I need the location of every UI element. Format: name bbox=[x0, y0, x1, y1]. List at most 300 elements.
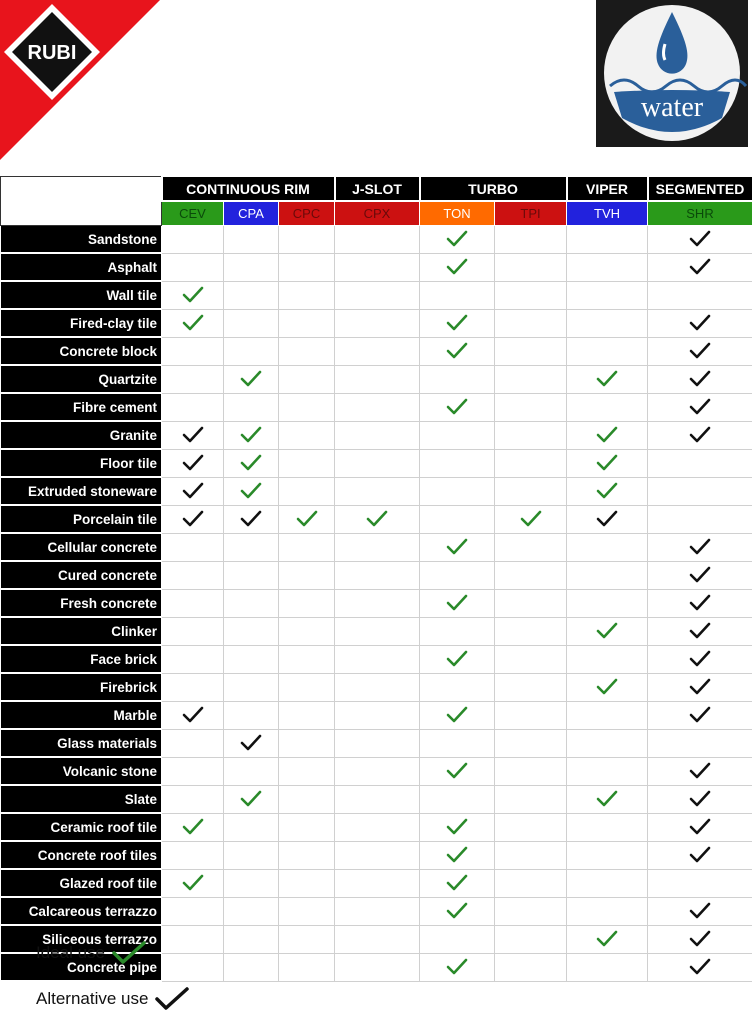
table-cell bbox=[279, 701, 335, 729]
blade-code: CEV bbox=[162, 201, 224, 226]
table-cell bbox=[162, 337, 224, 365]
table-cell bbox=[420, 869, 495, 897]
table-cell bbox=[648, 925, 752, 953]
table-cell bbox=[648, 785, 752, 813]
table-cell bbox=[224, 757, 279, 785]
table-cell bbox=[224, 869, 279, 897]
table-cell bbox=[279, 813, 335, 841]
ideal-check-icon bbox=[596, 930, 618, 948]
ideal-check-icon bbox=[446, 594, 468, 612]
table-row bbox=[1, 281, 752, 309]
table-row bbox=[1, 226, 752, 254]
table-cell bbox=[648, 337, 752, 365]
alternative-check-icon bbox=[689, 930, 711, 948]
table-cell bbox=[567, 309, 648, 337]
ideal-check-icon bbox=[446, 342, 468, 360]
table-cell bbox=[567, 337, 648, 365]
table-cell bbox=[162, 505, 224, 533]
alternative-check-icon bbox=[689, 958, 711, 976]
table-row bbox=[1, 309, 752, 337]
ideal-check-icon bbox=[446, 818, 468, 836]
blade-code: TPI bbox=[495, 201, 567, 226]
table-cell bbox=[420, 589, 495, 617]
table-cell bbox=[420, 421, 495, 449]
table-cell bbox=[420, 337, 495, 365]
table-cell bbox=[224, 226, 279, 254]
ideal-check-icon bbox=[446, 398, 468, 416]
table-cell bbox=[162, 953, 224, 981]
table-cell bbox=[648, 841, 752, 869]
table-cell bbox=[335, 505, 420, 533]
ideal-check-icon bbox=[366, 510, 388, 528]
table-cell bbox=[567, 925, 648, 953]
table-cell bbox=[335, 869, 420, 897]
table-cell bbox=[335, 226, 420, 254]
table-cell bbox=[495, 281, 567, 309]
table-row bbox=[1, 337, 752, 365]
table-cell bbox=[335, 421, 420, 449]
table-cell bbox=[335, 841, 420, 869]
material-label: Calcareous terrazzo bbox=[1, 897, 162, 925]
table-cell bbox=[279, 757, 335, 785]
table-cell bbox=[420, 897, 495, 925]
table-cell bbox=[162, 785, 224, 813]
table-cell bbox=[567, 281, 648, 309]
ideal-check-icon bbox=[240, 426, 262, 444]
table-cell bbox=[279, 505, 335, 533]
table-cell bbox=[335, 617, 420, 645]
alternative-check-icon bbox=[689, 818, 711, 836]
table-cell bbox=[279, 841, 335, 869]
table-cell bbox=[224, 645, 279, 673]
table-cell bbox=[224, 701, 279, 729]
ideal-check-icon bbox=[446, 258, 468, 276]
table-cell bbox=[420, 281, 495, 309]
material-label: Ceramic roof tile bbox=[1, 813, 162, 841]
table-cell bbox=[648, 449, 752, 477]
table-cell bbox=[495, 421, 567, 449]
table-cell bbox=[279, 645, 335, 673]
table-cell bbox=[495, 533, 567, 561]
ideal-check-icon bbox=[240, 790, 262, 808]
table-cell bbox=[648, 533, 752, 561]
table-cell bbox=[495, 953, 567, 981]
table-cell bbox=[567, 813, 648, 841]
alternative-check-icon bbox=[182, 426, 204, 444]
table-cell bbox=[567, 869, 648, 897]
table-cell bbox=[420, 477, 495, 505]
material-label: Concrete pipe bbox=[1, 953, 162, 981]
alternative-check-icon bbox=[240, 510, 262, 528]
svg-text:RUBI: RUBI bbox=[27, 42, 77, 64]
material-label: Concrete roof tiles bbox=[1, 841, 162, 869]
table-cell bbox=[648, 365, 752, 393]
blade-code: SHR bbox=[648, 201, 752, 226]
alternative-check-icon bbox=[182, 706, 204, 724]
alternative-check-icon bbox=[240, 734, 262, 752]
legend-ideal bbox=[36, 940, 147, 966]
table-cell bbox=[567, 729, 648, 757]
table-cell bbox=[224, 337, 279, 365]
table-cell bbox=[335, 589, 420, 617]
water-logo bbox=[596, 0, 748, 147]
table-cell bbox=[162, 841, 224, 869]
table-cell bbox=[162, 925, 224, 953]
table-cell bbox=[279, 561, 335, 589]
table-cell bbox=[495, 337, 567, 365]
ideal-check-icon bbox=[446, 706, 468, 724]
table-cell bbox=[224, 421, 279, 449]
table-cell bbox=[162, 421, 224, 449]
table-cell bbox=[279, 253, 335, 281]
table-cell bbox=[335, 365, 420, 393]
table-cell bbox=[495, 729, 567, 757]
table-cell bbox=[567, 841, 648, 869]
alternative-check-icon bbox=[689, 790, 711, 808]
table-row bbox=[1, 645, 752, 673]
table-cell bbox=[495, 869, 567, 897]
table-cell bbox=[224, 365, 279, 393]
table-cell bbox=[648, 617, 752, 645]
table-cell bbox=[567, 533, 648, 561]
alternative-check-icon bbox=[154, 986, 190, 1012]
table-cell bbox=[162, 729, 224, 757]
ideal-check-icon bbox=[446, 314, 468, 332]
table-cell bbox=[648, 561, 752, 589]
table-row bbox=[1, 505, 752, 533]
table-cell bbox=[279, 309, 335, 337]
table-row bbox=[1, 421, 752, 449]
table-cell bbox=[495, 925, 567, 953]
table-cell bbox=[162, 701, 224, 729]
alternative-check-icon bbox=[689, 230, 711, 248]
table-cell bbox=[224, 561, 279, 589]
group-header-row bbox=[1, 176, 752, 201]
table-cell bbox=[162, 281, 224, 309]
blade-code: TVH bbox=[567, 201, 648, 226]
table-cell bbox=[567, 449, 648, 477]
table-cell bbox=[567, 393, 648, 421]
table-cell bbox=[648, 757, 752, 785]
material-label: Marble bbox=[1, 701, 162, 729]
material-label: Quartzite bbox=[1, 365, 162, 393]
table-cell bbox=[567, 477, 648, 505]
table-cell bbox=[495, 813, 567, 841]
table-cell bbox=[420, 505, 495, 533]
table-cell bbox=[648, 477, 752, 505]
alternative-check-icon bbox=[689, 622, 711, 640]
table-cell bbox=[335, 393, 420, 421]
ideal-check-icon bbox=[446, 230, 468, 248]
table-row bbox=[1, 813, 752, 841]
alternative-check-icon bbox=[689, 846, 711, 864]
table-row bbox=[1, 533, 752, 561]
table-cell bbox=[420, 953, 495, 981]
material-label: Floor tile bbox=[1, 449, 162, 477]
ideal-check-icon bbox=[182, 818, 204, 836]
table-cell bbox=[224, 785, 279, 813]
material-label: Porcelain tile bbox=[1, 505, 162, 533]
table-cell bbox=[279, 365, 335, 393]
group-header: CONTINUOUS RIM bbox=[162, 176, 335, 201]
alternative-check-icon bbox=[689, 902, 711, 920]
table-cell bbox=[224, 533, 279, 561]
material-label: Face brick bbox=[1, 645, 162, 673]
material-label: Cellular concrete bbox=[1, 533, 162, 561]
material-label: Clinker bbox=[1, 617, 162, 645]
table-cell bbox=[335, 729, 420, 757]
table-row bbox=[1, 253, 752, 281]
table-cell bbox=[648, 729, 752, 757]
table-cell bbox=[648, 505, 752, 533]
ideal-check-icon bbox=[446, 902, 468, 920]
table-cell bbox=[224, 281, 279, 309]
table-cell bbox=[420, 253, 495, 281]
table-cell bbox=[420, 673, 495, 701]
table-row bbox=[1, 785, 752, 813]
table-cell bbox=[279, 226, 335, 254]
table-cell bbox=[335, 925, 420, 953]
table-cell bbox=[567, 953, 648, 981]
ideal-check-icon bbox=[182, 874, 204, 892]
table-cell bbox=[495, 841, 567, 869]
table-cell bbox=[162, 226, 224, 254]
material-label: Volcanic stone bbox=[1, 757, 162, 785]
table-cell bbox=[279, 673, 335, 701]
ideal-check-icon bbox=[446, 762, 468, 780]
table-cell bbox=[648, 226, 752, 254]
group-header: VIPER bbox=[567, 176, 648, 201]
table-cell bbox=[335, 673, 420, 701]
table-row bbox=[1, 449, 752, 477]
table-cell bbox=[224, 925, 279, 953]
group-header: TURBO bbox=[420, 176, 567, 201]
table-cell bbox=[567, 505, 648, 533]
table-cell bbox=[279, 533, 335, 561]
table-row bbox=[1, 393, 752, 421]
table-cell bbox=[420, 813, 495, 841]
table-cell bbox=[567, 226, 648, 254]
table-cell bbox=[335, 645, 420, 673]
alternative-check-icon bbox=[689, 650, 711, 668]
table-cell bbox=[224, 505, 279, 533]
ideal-check-icon bbox=[182, 314, 204, 332]
table-cell bbox=[279, 449, 335, 477]
header-corner bbox=[1, 176, 162, 226]
material-label: Fired-clay tile bbox=[1, 309, 162, 337]
table-cell bbox=[420, 757, 495, 785]
table-cell bbox=[279, 897, 335, 925]
table-cell bbox=[335, 309, 420, 337]
material-label: Asphalt bbox=[1, 253, 162, 281]
table-cell bbox=[420, 925, 495, 953]
table-row bbox=[1, 477, 752, 505]
table-cell bbox=[279, 477, 335, 505]
table-cell bbox=[279, 729, 335, 757]
table-cell bbox=[162, 533, 224, 561]
ideal-check-icon bbox=[446, 538, 468, 556]
table-cell bbox=[420, 309, 495, 337]
ideal-check-icon bbox=[596, 678, 618, 696]
table-cell bbox=[224, 813, 279, 841]
table-cell bbox=[335, 533, 420, 561]
table-cell bbox=[279, 869, 335, 897]
table-cell bbox=[279, 785, 335, 813]
table-cell bbox=[495, 365, 567, 393]
table-cell bbox=[162, 449, 224, 477]
table-row bbox=[1, 729, 752, 757]
group-header: SEGMENTED bbox=[648, 176, 752, 201]
table-cell bbox=[279, 421, 335, 449]
material-label: Cured concrete bbox=[1, 561, 162, 589]
table-cell bbox=[420, 226, 495, 254]
table-cell bbox=[420, 617, 495, 645]
table-cell bbox=[162, 253, 224, 281]
table-cell bbox=[567, 785, 648, 813]
table-cell bbox=[420, 449, 495, 477]
material-label: Firebrick bbox=[1, 673, 162, 701]
table-cell bbox=[648, 701, 752, 729]
table-row bbox=[1, 701, 752, 729]
table-cell bbox=[495, 393, 567, 421]
ideal-check-icon bbox=[111, 940, 147, 966]
material-label: Fresh concrete bbox=[1, 589, 162, 617]
table-cell bbox=[648, 869, 752, 897]
table-row bbox=[1, 897, 752, 925]
table-cell bbox=[495, 785, 567, 813]
ideal-check-icon bbox=[446, 874, 468, 892]
table-cell bbox=[162, 673, 224, 701]
rubi-logo bbox=[0, 0, 160, 160]
table-cell bbox=[567, 673, 648, 701]
table-cell bbox=[495, 449, 567, 477]
table-cell bbox=[567, 617, 648, 645]
table-cell bbox=[335, 561, 420, 589]
ideal-check-icon bbox=[446, 650, 468, 668]
alternative-check-icon bbox=[689, 538, 711, 556]
table-cell bbox=[495, 226, 567, 254]
table-cell bbox=[162, 645, 224, 673]
material-label: Slate bbox=[1, 785, 162, 813]
alternative-check-icon bbox=[689, 398, 711, 416]
table-cell bbox=[335, 757, 420, 785]
ideal-check-icon bbox=[296, 510, 318, 528]
table-cell bbox=[648, 673, 752, 701]
alternative-check-icon bbox=[182, 482, 204, 500]
alternative-check-icon bbox=[689, 566, 711, 584]
table-cell bbox=[567, 645, 648, 673]
table-cell bbox=[335, 953, 420, 981]
table-cell bbox=[567, 365, 648, 393]
table-cell bbox=[224, 253, 279, 281]
table-cell bbox=[648, 953, 752, 981]
table-cell bbox=[567, 589, 648, 617]
table-cell bbox=[162, 365, 224, 393]
table-cell bbox=[279, 393, 335, 421]
table-row bbox=[1, 365, 752, 393]
table-cell bbox=[495, 897, 567, 925]
table-cell bbox=[420, 701, 495, 729]
table-cell bbox=[567, 757, 648, 785]
table-cell bbox=[420, 841, 495, 869]
ideal-check-icon bbox=[596, 454, 618, 472]
table-cell bbox=[162, 393, 224, 421]
alternative-check-icon bbox=[182, 510, 204, 528]
material-label: Fibre cement bbox=[1, 393, 162, 421]
alternative-check-icon bbox=[689, 258, 711, 276]
material-label: Granite bbox=[1, 421, 162, 449]
table-cell bbox=[224, 617, 279, 645]
table-cell bbox=[648, 589, 752, 617]
blade-code: CPX bbox=[335, 201, 420, 226]
ideal-check-icon bbox=[596, 622, 618, 640]
table-row bbox=[1, 561, 752, 589]
table-cell bbox=[224, 449, 279, 477]
table-cell bbox=[420, 729, 495, 757]
alternative-check-icon bbox=[689, 370, 711, 388]
table-cell bbox=[420, 533, 495, 561]
table-cell bbox=[495, 477, 567, 505]
table-cell bbox=[495, 645, 567, 673]
table-cell bbox=[224, 309, 279, 337]
table-cell bbox=[495, 617, 567, 645]
alternative-check-icon bbox=[689, 314, 711, 332]
ideal-check-icon bbox=[240, 370, 262, 388]
table-cell bbox=[279, 953, 335, 981]
table-cell bbox=[420, 645, 495, 673]
table-cell bbox=[495, 253, 567, 281]
table-cell bbox=[648, 309, 752, 337]
table-row bbox=[1, 617, 752, 645]
table-cell bbox=[162, 869, 224, 897]
table-cell bbox=[279, 617, 335, 645]
alternative-check-icon bbox=[689, 426, 711, 444]
blade-code: CPC bbox=[279, 201, 335, 226]
ideal-check-icon bbox=[596, 370, 618, 388]
table-cell bbox=[162, 757, 224, 785]
table-cell bbox=[335, 701, 420, 729]
alternative-check-icon bbox=[689, 594, 711, 612]
ideal-check-icon bbox=[182, 286, 204, 304]
table-cell bbox=[335, 477, 420, 505]
table-cell bbox=[495, 309, 567, 337]
ideal-check-icon bbox=[596, 426, 618, 444]
table-cell bbox=[420, 365, 495, 393]
table-cell bbox=[335, 813, 420, 841]
material-label: Concrete block bbox=[1, 337, 162, 365]
table-body bbox=[1, 226, 752, 982]
alternative-check-icon bbox=[689, 678, 711, 696]
table-row bbox=[1, 869, 752, 897]
ideal-check-icon bbox=[240, 454, 262, 472]
table-cell bbox=[567, 253, 648, 281]
table-row bbox=[1, 589, 752, 617]
table-cell bbox=[420, 561, 495, 589]
table-cell bbox=[162, 589, 224, 617]
table-cell bbox=[495, 505, 567, 533]
table-cell bbox=[495, 701, 567, 729]
material-label: Siliceous terrazzo bbox=[1, 925, 162, 953]
table-cell bbox=[224, 953, 279, 981]
alternative-check-icon bbox=[689, 762, 711, 780]
blade-code: TON bbox=[420, 201, 495, 226]
blade-code: CPA bbox=[224, 201, 279, 226]
table-cell bbox=[279, 925, 335, 953]
alternative-check-icon bbox=[689, 342, 711, 360]
table-cell bbox=[567, 897, 648, 925]
ideal-check-icon bbox=[446, 958, 468, 976]
table-cell bbox=[224, 589, 279, 617]
